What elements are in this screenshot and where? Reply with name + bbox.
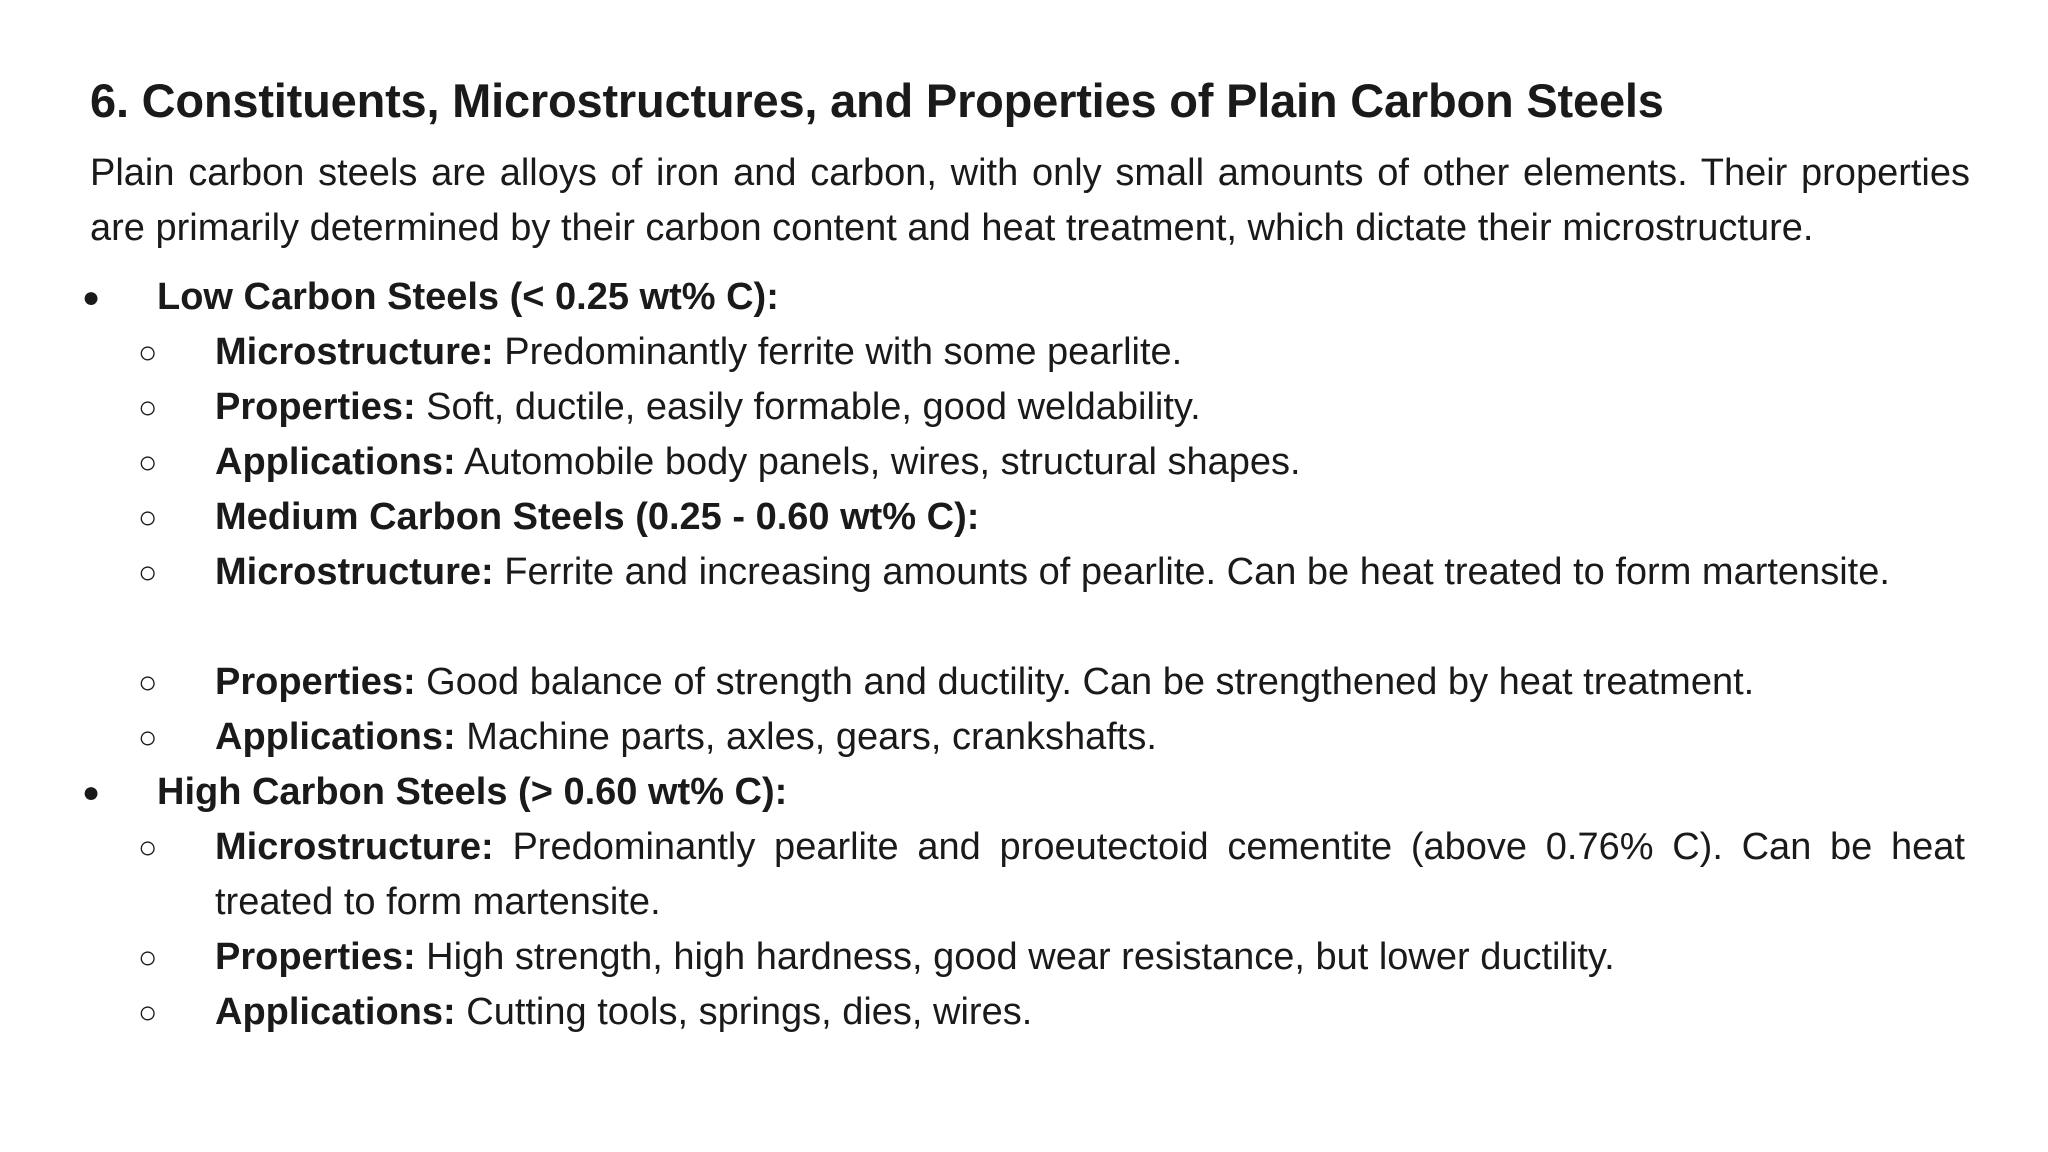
microstructure-label: Microstructure: (215, 331, 494, 373)
microstructure-text: Predominantly ferrite with some pearlite. (493, 331, 1183, 373)
list-item-medium-carbon (90, 490, 1970, 545)
microstructure-text: Ferrite and increasing amounts of pearlite. Can be heat treated to form martensite. (493, 551, 1890, 593)
hollow-bullet-icon: ○ (138, 499, 158, 535)
hollow-bullet-icon: ○ (138, 994, 158, 1030)
document-page (82, 70, 1970, 1040)
list-item-text (215, 545, 1965, 600)
hollow-bullet-icon: ○ (138, 334, 158, 370)
list-item-medium-app (90, 710, 1970, 765)
hollow-bullet-icon: ○ (138, 444, 158, 480)
list-item-high-app (90, 985, 1970, 1040)
list-item-high-carbon (82, 765, 1970, 820)
properties-label: Properties: (215, 386, 416, 428)
list-item-low-micro (90, 325, 1970, 380)
hollow-bullet-icon: ○ (138, 829, 158, 865)
properties-text: Good balance of strength and ductility. Can be strengthened by heat treatment. (415, 661, 1755, 703)
applications-text: Automobile body panels, wires, structural shapes. (455, 441, 1301, 483)
hollow-bullet-icon: ○ (138, 664, 158, 700)
list-item-text (215, 435, 1965, 490)
list-item-text (215, 930, 1965, 985)
list-item-text (215, 655, 1965, 710)
applications-label: Applications: (215, 716, 456, 758)
properties-text: Soft, ductile, easily formable, good weldability. (415, 386, 1201, 428)
applications-label: Applications: (215, 441, 456, 483)
list-item-high-prop (90, 930, 1970, 985)
hollow-bullet-icon: ○ (138, 554, 158, 590)
properties-text: High strength, high hardness, good wear resistance, but lower ductility. (415, 936, 1615, 978)
microstructure-text: Predominantly pearlite and proeutectoid cementite (above 0.76% C). Can be heat treated to form martensite. (215, 826, 1965, 923)
hollow-bullet-icon: ○ (138, 389, 158, 425)
list-item-text (215, 380, 1965, 435)
properties-label: Properties: (215, 936, 416, 978)
intro-paragraph: Plain carbon steels are alloys of iron and carbon, with only small amounts of other elements. Their properties are primarily determined by their carbon content and heat treatment, which dictate their microstructure. (90, 152, 1970, 249)
applications-text: Cutting tools, springs, dies, wires. (455, 991, 1033, 1033)
hollow-bullet-icon: ○ (138, 719, 158, 755)
list-item-high-micro (90, 820, 1970, 930)
list-item-text (215, 710, 1965, 765)
applications-text: Machine parts, axles, gears, crankshafts. (455, 716, 1157, 758)
list-item-text (215, 325, 1965, 380)
low-carbon-heading: Low Carbon Steels (< 0.25 wt% C): (157, 276, 779, 318)
list-item-text (215, 985, 1965, 1040)
list-item-medium-micro (90, 545, 1970, 655)
list-item-low-carbon (82, 270, 1970, 325)
list-item-low-app (90, 435, 1970, 490)
hollow-bullet-icon: ○ (138, 939, 158, 975)
filled-bullet-icon: ● (82, 776, 101, 809)
microstructure-label: Microstructure: (215, 826, 494, 868)
list-item-medium-prop (90, 655, 1970, 710)
steel-list (82, 270, 1970, 1040)
page-title: 6. Constituents, Microstructures, and Properties of Plain Carbon Steels (90, 74, 1664, 127)
list-item-text (215, 820, 1965, 930)
properties-label: Properties: (215, 661, 416, 703)
applications-label: Applications: (215, 991, 456, 1033)
list-item-low-prop (90, 380, 1970, 435)
high-carbon-heading: High Carbon Steels (> 0.60 wt% C): (157, 771, 788, 813)
filled-bullet-icon: ● (82, 281, 101, 314)
microstructure-label: Microstructure: (215, 551, 494, 593)
medium-carbon-heading: Medium Carbon Steels (0.25 - 0.60 wt% C): (215, 496, 980, 538)
